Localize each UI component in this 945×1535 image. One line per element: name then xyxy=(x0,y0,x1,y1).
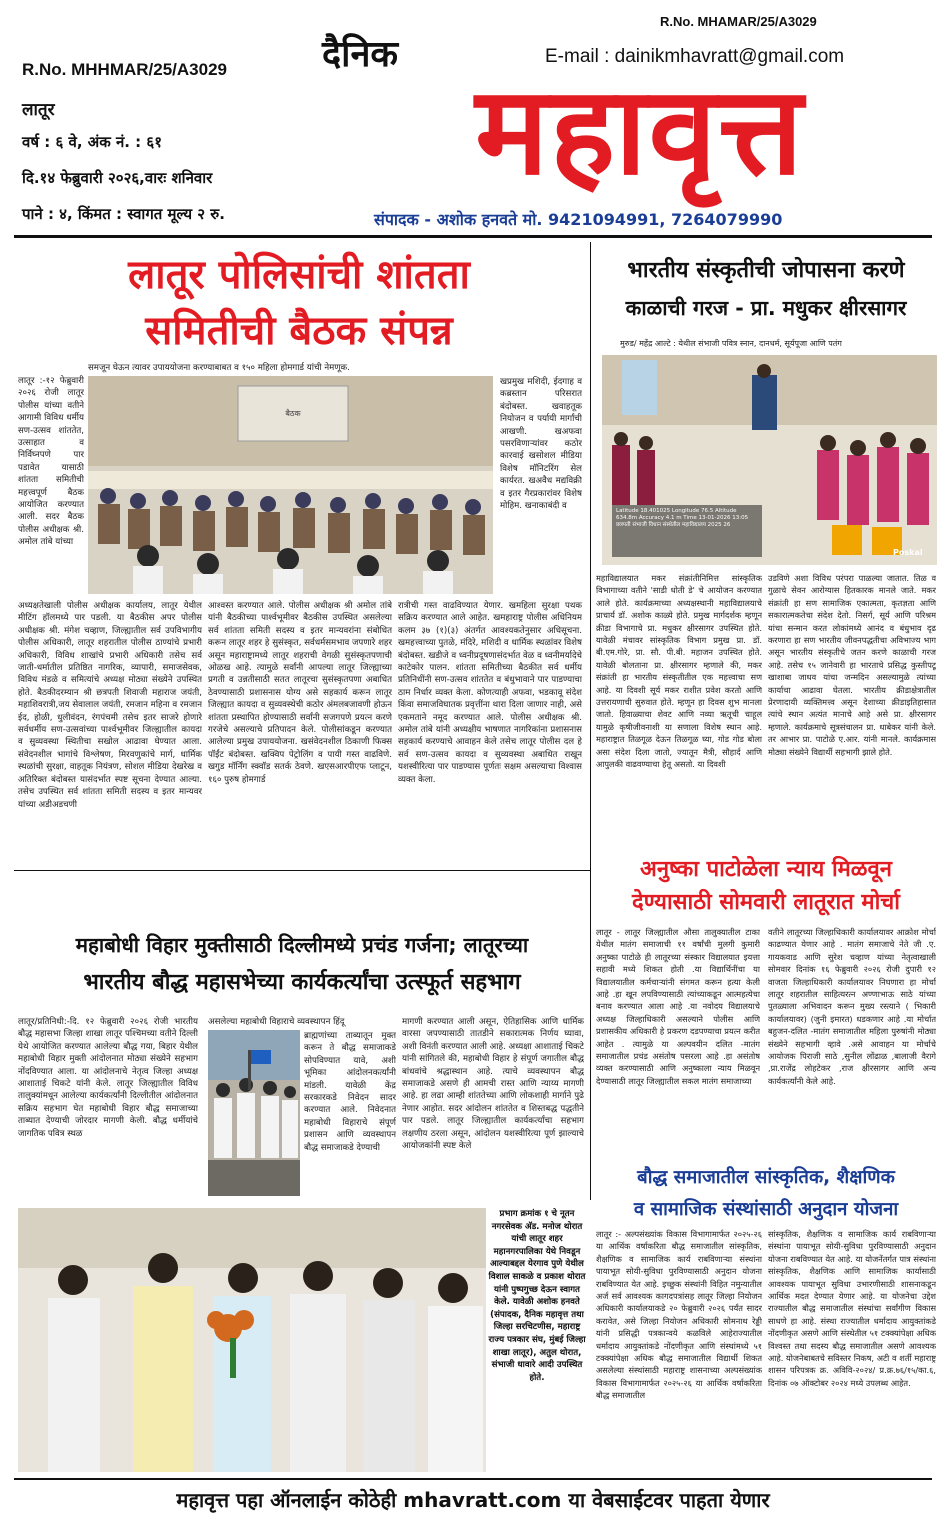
culture-photo-caption: Latitude 18.401025 Longitude 76.5 Altitude 634.8m Accuracy 4.1 m Time 13-01-2026 13:05 छत्रपती संभाजी विधान संस्थेतील महाविद्यालय 2025 26 xyxy=(616,508,749,528)
article6-col2: सांस्कृतिक, शैक्षणिक व सामाजिक कार्य राबविणाऱ्या संस्थांना पायाभूत सोयी-सुविधा पुरविण्यासाठी अनुदान योजना राबविण्यात येत आहे. या योजनेंतर्गत पात्र संस्थांना सांस्कृतिक, शैक्षणिक आणि सामाजिक कार्यासाठी आवश्यक पायाभूत सुविधा उभारणीसाठी शासनाकडून आर्थिक मदत देण्यात येणार आहे. या योजनेचा उद्देश राज्यातील बौद्ध समाजातील संस्थांचा सर्वांगीण विकास साधणे हा आहे. संस्था राज्यातील धर्मादाय आयुक्तांकडे नोंदणीकृत असणे आणि संस्थेतील ५१ टक्क्यांपेक्षा अधिक विश्वस्त तथा सदस्य बौद्ध समाजातील असणे आवश्यक आहे. योजनेबाबतचे सविस्तर निकष, अटी व शर्ती महाराष्ट्र शासन परिपत्रक क्र. अविवि-२०२४/ प्र.क्र.७६/१५/का.६, दिनांक ०७ ऑक्टोबर २०२४ मध्ये उपलब्ध आहेत. xyxy=(768,1229,936,1388)
article1-intro-left: लातूर :-१२ फेब्रुवारी २०२६ रोजी लातूर पोलीस यांच्या वतीने आगामी विविध धर्मीय सण-उत्सव शांततेत, उत्साहात व निर्विघ्नपणे पार पडावेत यासाठी शांतता समितीची महत्त्वपूर्ण बैठक आयोजित करण्यात आली. सदर बैठक पोलीस अधीक्षक श्री. अमोल तांबे यांच्या xyxy=(18,376,84,548)
article3-headline-1: अनुष्का पाटोळेला न्याय मिळवून xyxy=(640,857,892,882)
article6-headline-2: व सामाजिक संस्थांसाठी अनुदान योजना xyxy=(633,1199,899,1220)
article4-col2-side: ब्राह्मणांच्या ताब्यातून मुक्त करून ते बौद्ध समाजाकडे सोपविण्यात यावे, अशी भूमिका आंदोलनकर्त्यांनी मांडली. यावेळी केंद्र सरकारकडे निवेदन सादर करण्यात आले. निवेदनात महाबोधी विहाराचे संपूर्ण प्रशासन आणि व्यवस्थापन बौद्ध समाजाकडे देण्याची xyxy=(304,1031,396,1153)
footer-rule xyxy=(14,1478,932,1480)
issue-line: वर्ष : ६ वे, अंक नं. : ६१ xyxy=(22,133,163,151)
article2-headline-1: भारतीय संस्कृतीची जोपासना करणे xyxy=(627,258,905,283)
article6-col1: लातूर :- अल्पसंख्यांक विकास विभागामार्फत २०२५-२६ या आर्थिक वर्षाकरिता बौद्ध समाजातील सांस्कृतिक, शैक्षणिक व सामाजिक कार्य राबविणाऱ्या संस्थांना पायाभूत सोयी-सुविधा पुरविण्यासाठी अनुदान योजना राबविण्यात येत आहे. इच्छुक संस्थांनी विहित नमुन्यातील अर्ज सर्व आवश्यक कागदपत्रांसह लातूर जिल्हा नियोजन अधिकारी कार्यालयाकडे २० फेब्रुवारी २०२६ पर्यंत सादर करावेत, असे जिल्हा नियोजन अधिकारी सोमनाथ रेड्डी यांनी प्रसिद्धी पत्रकान्वये कळविले आहेराज्यातील धर्मादाय आयुक्तांकडे नोंदणीकृत आणि संस्थांमध्ये ५१ टक्क्यांपेक्षा अधिक बौद्ध समाजातील विद्यार्थी शिकत असलेल्या संस्थांसाठी महाराष्ट्र शासनाच्या अल्पसंख्यांक विकास विभागामार्फत २०२५-२६ या आर्थिक वर्षाकरिता बौद्ध समाजातील xyxy=(596,1229,762,1401)
article4-col1: लातूर/प्रतिनिधी:-दि. १२ फेब्रुवारी २०२६ रोजी भारतीय बौद्ध महासभा जिल्हा शाखा लातूर पश्चिमच्या वतीने दिल्ली येथे आयोजित करण्यात आलेल्या बौद्ध गया, बिहार येथील महाबोधी विहार मुक्ती आंदोलनात मोठ्या संख्येने सहभाग नोंदविण्यात आला. या आंदोलनाचे नेतृत्व जिल्हा अध्यक्ष आशाताई चिकटे यांनी केले. लातूर जिल्ह्यातील विविध तालुक्यांमधून आलेल्या कार्यकर्त्यांनी दिल्लीतील आंदोलनात सक्रिय सहभाग घेत महाबोधी विहार बौद्ध समाजाच्या ताब्यात देण्याची जोरदार मागणी केली. बौद्ध धर्मीयांचे जागतिक पवित्र स्थळ xyxy=(18,1017,198,1139)
reg-number-top: R.No. MHAMAR/25/A3029 xyxy=(660,14,817,29)
article1-headline-2: समितीची बैठक संपन्न xyxy=(145,308,453,354)
article1-intro-top: समजून घेऊन त्यावर उपाययोजना करण्याबाबत व १५० महिला होमगार्ड यांची नेमणूक. xyxy=(88,363,350,373)
article4-headline-2: भारतीय बौद्ध महासभेच्या कार्यकर्त्यांचा उत्स्फूर्त सहभाग xyxy=(83,970,521,995)
police-meeting-photo xyxy=(88,376,493,594)
protest-photo xyxy=(208,1030,300,1196)
article1-right-list: खप्रमुख मशिदी, ईदगाह व कब्रस्तान परिसरात बंदोबस्त. खवाहतूक नियोजन व पर्यायी मार्गांची आखणी. खअफवा पसरविणाऱ्यांवर कठोर कारवाई खसोशल मीडिया विशेष मॉनिटरिंग सेल कार्यरत. खअवैध मद्यविक्री व इतर गैरप्रकारांवर विशेष मोहिम. खनाकाबंदी व xyxy=(500,377,582,512)
daily-label: दैनिक xyxy=(322,34,399,75)
article6-headline-1: बौद्ध समाजातील सांस्कृतिक, शैक्षणिक xyxy=(637,1167,895,1188)
editor-line: संपादक - अशोक हनवते मो. 9421094991, 7264079990 xyxy=(374,210,783,229)
pages-price-line: पाने : ४, किंमत : स्वागत मूल्य २ रु. xyxy=(22,205,225,223)
reg-number-left: R.No. MHHMAR/25/A3029 xyxy=(22,60,227,79)
article3-col2: वतीने लातूरच्या जिल्हाधिकारी कार्यालयावर आक्रोश मोर्चा काढण्यात येणार आहे . मातंग समाजाचे नेते जी .ए. गायकवाड आणि सुरेश चव्हाण यांच्या नेतृत्वाखाली सोमवार दिनांक १६ फेब्रुवारी २०२६ रोजी दुपारी १२ वाजता जिल्हाधिकारी कार्यालयावर निघणारा हा मोर्चा लातूर शहरातील साहित्यरत्न अण्णाभाऊ साठे यांच्या पुतळ्याला अभिवादन करून मुख्य रस्त्याने ( भिकारी कार्यालयावर) (जुनी इमारत) धडकणार आहे .या मोर्चात बहुजन-दलित -मातंग समाजातील महिला पुरुषांनी मोठ्या संख्येने सहभागी व्हावे .असे आवाहन या मोर्चाचे आयोजक पिराजी साठे ,सुनील लोंढाळ ,बालाजी वैरागे ,प्रा.राजेंद्र लोहटेकर ,राज क्षीरसागर आणि अन्य कार्यकर्त्यांनी केले आहे. xyxy=(768,927,936,1086)
welcome-caption: प्रभाग क्रमांक १ चे नूतन नगरसेवक अ‍ॅड. मनोज थोरात यांची लातूर शहर महानगरपालिका येथे निवडून आल्याबद्दल येरगाव पुणे येथील विशाल साकळे व प्रकाश थोरात यांनी पुष्पगुच्छ देऊन स्वागत केले. यावेळी अशोक हनवते (संपादक, दैनिक महावृत्त तथा जिल्हा सरचिटणीस, महाराष्ट्र राज्य पत्रकार संघ, मुंबई जिल्हा शाखा लातूर), अतुल थोरात, संभाजी धावारे आदी उपस्थित होते. xyxy=(488,1209,586,1383)
culture-photo-brand: Poskai xyxy=(893,548,923,557)
article2-col1: महाविद्यालयात मकर संक्रांतीनिमित्त सांस्कृतिक विभागाच्या वतीने 'साडी धोती डे' चे आयोजन करण्यात आले होते. कार्यक्रमाच्या अध्यक्षस्थानी महाविद्यालयाचे प्राचार्य डॉ. अशोक काळ्ये होते. प्रमुख मार्गदर्शक म्हणून क्रीडा विभागाचे प्रा. मधुकर क्षीरसागर उपस्थित होते. यावेळी मंचावर सांस्कृतिक विभाग प्रमुख प्रा. डॉ. बी.एम.गोरे, प्रा. सौ. पी.बी. महाजन उपस्थित होते. यावेळी बोलताना प्रा. क्षीरसागर म्हणाले की, मकर संक्रांती हा भारतीय संस्कृतीतील एक महत्त्वाचा सण आहे. या दिवशी सूर्य मकर राशीत प्रवेश करतो आणि उत्तरायणाची सुरुवात होते. म्हणून हा दिवस शुभ मानला जातो. हिवाळ्याचा शेवट आणि नव्या ऋतूची चाहूल यामुळे कृषीजीवनाशी या सणाला विशेष स्थान आहे. महाराष्ट्रात तिळगूळ देऊन तिळगूळ घ्या, गोड गोड बोला असा संदेश दिला जातो, ज्यातून मैत्री, सौहार्द आणि आपुलकी वाढवण्याचा हेतू असतो. या दिवशी xyxy=(596,573,762,770)
footer-text: महावृत्त पहा ऑनलाईन कोठेही mhavratt.com या वेबसाईटवर पाहता येणार xyxy=(176,1488,770,1512)
city-label: लातूर xyxy=(22,100,55,120)
newspaper-title: महावृत्त xyxy=(475,60,805,202)
article2-col2: उडविणे अशा विविध परंपरा पाळल्या जातात. तिळ व गुळाचे सेवन आरोग्यास हितकारक मानले जाते. मकर संक्रांती हा सण सामाजिक एकात्मता, कृतज्ञता आणि सकारात्मकतेचा संदेश देतो. निसर्ग, सूर्य आणि परिश्रम यांचा सन्मान करत लोकांमध्ये आनंद व बंधुभाव दृढ करणारा हा सण भारतीय जीवनपद्धतीचा अविभाज्य भाग असून भारतीय संस्कृतीचे जतन करणे काळाची गरज आहे. तसेच १५ जानेवारी हा भारताचे प्रसिद्ध कुस्तीपटू खाशाबा जाधव यांचा जन्मदिन असल्यामुळे त्यांच्या कार्याचा आढावा घेतला. भारतीय क्रीडाक्षेत्रातील प्रेरणादायी व्यक्तिमत्त्व असून देशाच्या क्रीडाइतिहासात त्यांचे स्थान अत्यंत मानाचे आहे असे प्रा. क्षीरसागर म्हणाले. कार्यक्रमाचे सूत्रसंचालन प्रा. धाबेकर यांनी केले. तर आभार प्रा. पाटोळे ए.आर. यांनी मानले. कार्यक्रमास मोठ्या संख्येने विद्यार्थी सहभागी झाले होते. xyxy=(768,573,936,757)
article4-col2-top: असलेल्या महाबोधी विहाराचे व्यवस्थापन हिंदू xyxy=(208,1017,345,1027)
svg-text:बैठक: बैठक xyxy=(285,409,301,418)
article1-col2: आश्वस्त करण्यात आले. पोलीस अधीक्षक श्री अमोल तांबे यांनी बैठकीच्या पार्श्वभूमीवर बैठकीस उपस्थित असलेल्या सर्व शांतता समिती सदस्य व इतर मान्यवरांना संबोधित करून लातूर शहर हे सुसंस्कृत, सर्वधर्मसमभाव जपणारे शहर असून महाराष्ट्रामध्ये लातूर शहराची वेगळी सुसंस्कृतपणाची ओळख आहे. त्यामुळे सर्वांनी आपल्या लातूर जिल्ह्याच्या प्रगती व उन्नतीसाठी सतत लातूरचा सुसंस्कृतपणा अबाधित ठेवण्यासाठी प्रशासनास योग्य असे सहकार्य करून लातूर जिल्ह्यात कायदा व सुव्यवस्थेची कठोर अंमलबजावणी होऊन शांतता प्रस्थापित होण्यासाठी सर्वांनी सजगपणे प्रयत्न करणे गरजेचे असल्याचे प्रतिपादन केले. पोलीसांकडून करण्यात आलेल्या प्रमुख उपाययोजना. खसंवेदनशील ठिकाणी फिक्स पॉईंट बंदोबस्त. खक्विप पेट्रोलिंग व पायी गस्त वाढविणे. खगुड मॉर्निंग स्क्वॉड सतर्क ठेवणे. खएसआरपीएफ प्लाटून, १६० पुरुष होमगार्ड xyxy=(208,601,392,785)
date-line: दि.१४ फेब्रुवारी २०२६,वारः शनिवार xyxy=(22,169,213,187)
article3-col1: लातूर - लातूर जिल्ह्यातील औसा तालुक्यातील टाका येथील मातंग समाजाची ११ वर्षांची मुलगी कुमारी अनुष्का पाटोळे ही लातूरच्या संस्कार विद्यालयात इयत्ता सहावी मध्ये शिकत होती .या विद्यार्थिनींचा या विद्यालयातील कर्मचाऱ्यांनी संगमत करून हत्या केली आहे .हा खून लपविण्यासाठी त्यांच्याकडून आत्महत्येचा बनाव करण्यात आला आहे .या नवोदय विद्यालयाचे अध्यक्ष जिल्हाधिकारी असल्याने पोलीस आणि प्रशासकीय अधिकारी हे प्रकरण दडपण्याचा प्रयत्न करीत आहेत . त्यामुळे या अल्पवयीन दलित -मातंग समाजातील प्रचंड असंतोष पसरला आहे .हा असंतोष व्यक्त करण्यासाठी आणि अनुष्काला न्याय मिळवून देण्यासाठी लातूर जिल्ह्यातील सकल मातंग समाजाच्या xyxy=(596,927,760,1086)
article2-intro: मुरुड/ महेंद्र आल्टे : येथील संभाजी पवित्र स्नान, दानधर्म, सूर्यपूजा आणि पतंग xyxy=(620,339,842,348)
article1-col3: रात्रीची गस्त वाढविण्यात येणार. खमहिला सुरक्षा पथक सक्रिय करण्यात आले आहेत. खमहाराष्ट्र पोलीस अधिनियम कलम ३७ (१)(३) अंतर्गत आवश्यकतेनुसार अधिसूचना. खमहत्त्वाच्या पुतळे, मंदिरे, मशिदी व धार्मिक स्थळांवर विशेष बंदोबस्त. खडीजे व ध्वनीप्रदूषणासंदर्भात वेळ व ध्वनीमर्यादेचे काटेकोर पालन. शांतता समितीच्या बैठकीत सर्व धर्मीय प्रतिनिधींनी सण-उत्सव शांततेत व बंधुभावाने पार पाडण्याचा ठाम निर्धार व्यक्त केला. कोणत्याही अफवा, भडकावू संदेश किंवा समाजविघातक प्रवृत्तींना थारा दिला जाणार नाही, असे एकमताने नमूद करण्यात आले. पोलीस अधीक्षक श्री. अमोल तांबे यांनी अध्यक्षीय भाषणात नागरिकांना प्रशासनास सहकार्य करण्याचे आवाहन केले तसेच लातूर पोलीस दल हे सर्व सण-उत्सव कायदा व सुव्यवस्था अबाधित राखून यशस्वीरित्या पार पाडण्यास पूर्णतः सक्षम असल्याचा विश्वास व्यक्त केला. xyxy=(398,601,582,785)
article3-headline-2: देण्यासाठी सोमवारी लातूरात मोर्चा xyxy=(632,890,900,915)
masthead-divider xyxy=(14,235,932,238)
article4-top-rule xyxy=(14,870,590,871)
vertical-divider xyxy=(590,242,591,1200)
article1-col1: अध्यक्षतेखाली पोलीस अधीक्षक कार्यालय, लातूर येथील मीटिंग हॉलमध्ये पार पडली. या बैठकीस अपर पोलीस अधीक्षक श्री. मंगेश चव्हाण, जिल्ह्यातील सर्व उपविभागीय पोलीस अधिकारी, लातूर शहरातील पोलीस ठाण्यांचे प्रभारी अधिकारी, विविध शाखांचे प्रभारी अधिकारी तसेच सर्व जाती-धर्मातील प्रतिष्ठित नागरिक, व्यापारी, समाजसेवक, विविध मंडळे व समित्यांचे अध्यक्ष मोठ्या संख्येने उपस्थित होते. बैठकीदरम्यान श्री छत्रपती शिवाजी महाराज जयंती, महाशिवरात्री,जय सेवालाल जयंती, रमजान महिना व रमजान ईद, होळी, धुलीवंदन, रंगपंचमी तसेच इतर साजरे होणारे सर्वधर्मीय सण-उत्सवांच्या पार्श्वभूमीवर जिल्ह्यातील कायदा व सुव्यवस्था स्थितीचा सखोल आढावा घेण्यात आला. संवेदनशील भागांचे विश्लेषण, मिरवणुकांचे मार्ग, धार्मिक स्थळांची सुरक्षा, वाहतूक नियंत्रण, सोशल मीडिया देखरेख व अतिरिक्त बंदोबस्त यासंदर्भात स्पष्ट सूचना देण्यात आल्या. तसेच उपस्थित सर्व शांतता समिती सदस्य व इतर मान्यवर यांच्या अडीअडचणी xyxy=(18,601,202,810)
email: E-mail : dainikmhavratt@gmail.com xyxy=(545,46,845,67)
article2-headline-2: काळाची गरज - प्रा. मधुकर क्षीरसागर xyxy=(625,296,907,320)
article4-headline-1-text: महाबोधी विहार मुक्तीसाठी दिल्लीमध्ये प्रचंड गर्जना; लातूरच्या xyxy=(75,933,529,957)
article1-headline-1: लातूर पोलिसांची शांतता xyxy=(128,252,470,298)
welcome-photo xyxy=(18,1208,486,1472)
article4-col3: मागणी करण्यात आली असून, ऐतिहासिक आणि धार्मिक वारसा जपण्यासाठी तातडीने सकारात्मक निर्णय घ्यावा, अशी विनंती करण्यात आली आहे. अध्यक्षा आशाताई चिकटे यांनी सांगितले की, महाबोधी विहार हे संपूर्ण जगातील बौद्ध बांधवांचे श्रद्धास्थान आहे. त्याचे व्यवस्थापन बौद्ध समाजाकडे असणे ही आमची रास्त आणि न्याय्य मागणी आहे. हा लढा आम्ही शांततेच्या आणि लोकशाही मार्गाने पुढे नेणार आहोत. सदर आंदोलन शांततेत व शिस्तबद्ध पद्धतीने पार पडले. लातूर जिल्ह्यातील कार्यकर्त्यांचा सहभाग लक्षणीय ठरला असून, आंदोलन यशस्वीरित्या पूर्ण झाल्याचे आयोजकांनी स्पष्ट केले xyxy=(402,1017,584,1152)
